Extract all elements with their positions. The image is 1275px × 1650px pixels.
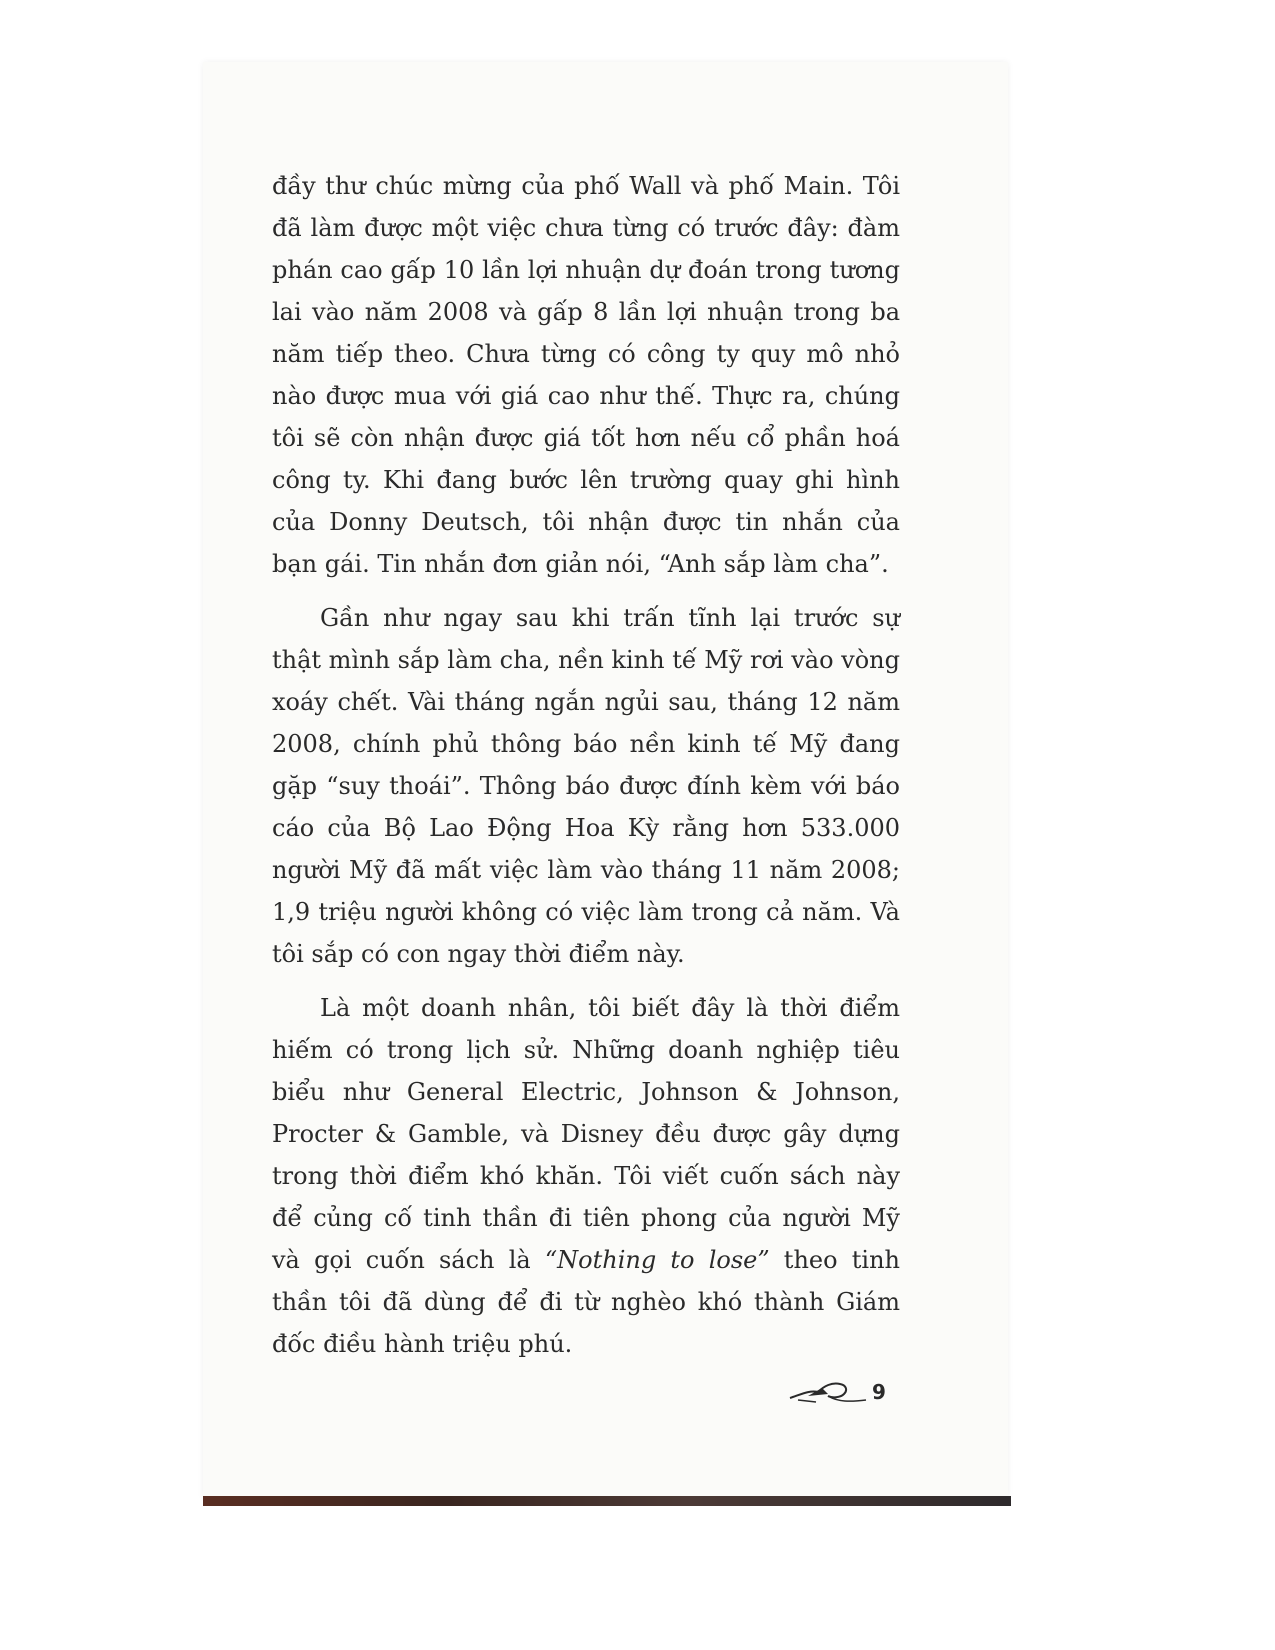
page-number: 9 — [872, 1380, 886, 1404]
paragraph-3-text-after: theo tinh thần tôi đã dùng để đi từ nghèo khó thành Giám đốc điều hành triệu phú. — [272, 1246, 900, 1358]
book-bottom-edge — [203, 1496, 1011, 1506]
paragraph-3 — [272, 987, 900, 1365]
body-text — [272, 165, 900, 1377]
paragraph-1: đầy thư chúc mừng của phố Wall và phố Main. Tôi đã làm được một việc chưa từng có trước đây: đàm phán cao gấp 10 lần lợi nhuận dự đoán trong tương lai vào năm 2008 và gấp 8 lần lợi nhuận trong ba năm tiếp theo. Chưa từng có công ty quy mô nhỏ nào được mua với giá cao như thế. Thực ra, chúng tôi sẽ còn nhận được giá tốt hơn nếu cổ phần hoá công ty. Khi đang bước lên trường quay ghi hình của Donny Deutsch, tôi nhận được tin nhắn của bạn gái. Tin nhắn đơn giản nói, “Anh sắp làm cha”. — [272, 172, 900, 578]
bird-flourish-icon — [788, 1376, 868, 1406]
paragraph-3-text-before: Là một doanh nhân, tôi biết đây là thời điểm hiếm có trong lịch sử. Những doanh nghiệp tiêu biểu như General Electric, Johnson & Johnson, Procter & Gamble, và Disney đều được gây dựng trong thời điểm khó khăn. Tôi viết cuốn sách này để củng cố tinh thần đi tiên phong của người Mỹ và gọi cuốn sách là — [272, 994, 900, 1274]
book-title: “Nothing to lose” — [544, 1246, 770, 1274]
paragraph-2: Gần như ngay sau khi trấn tĩnh lại trước sự thật mình sắp làm cha, nền kinh tế Mỹ rơi vào vòng xoáy chết. Vài tháng ngắn ngủi sau, tháng 12 năm 2008, chính phủ thông báo nền kinh tế Mỹ đang gặp “suy thoái”. Thông báo được đính kèm với báo cáo của Bộ Lao Động Hoa Kỳ rằng hơn 533.000 người Mỹ đã mất việc làm vào tháng 11 năm 2008; 1,9 triệu người không có việc làm trong cả năm. Và tôi sắp có con ngay thời điểm này. — [272, 604, 900, 968]
